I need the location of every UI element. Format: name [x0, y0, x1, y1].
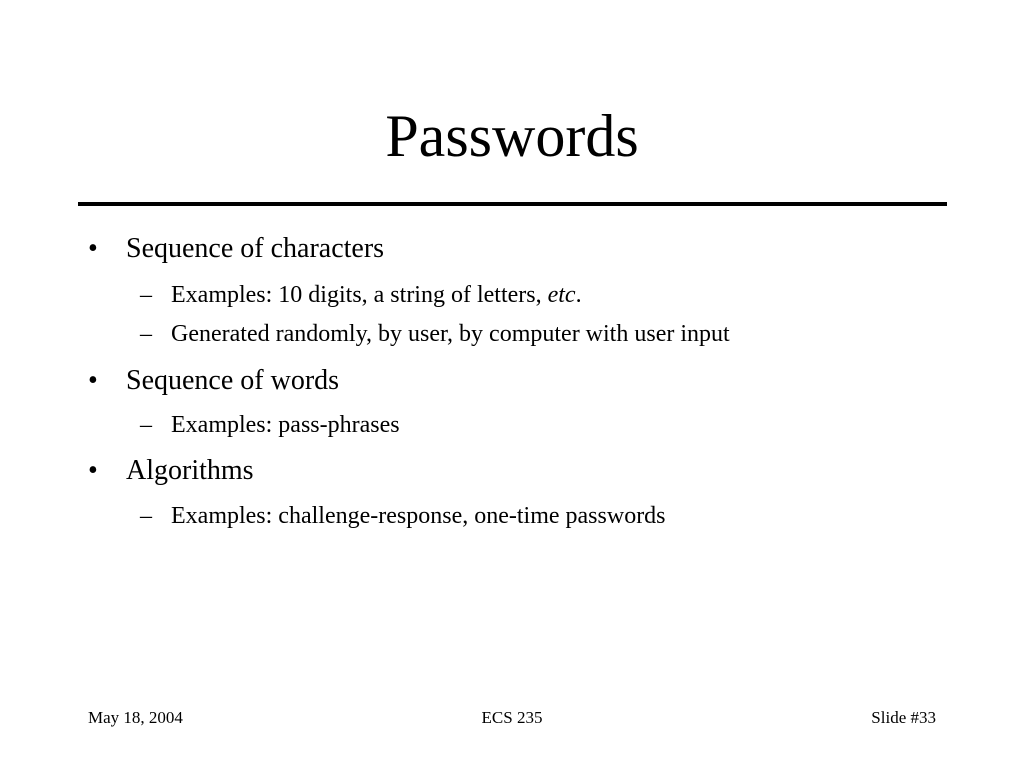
- bullet-item: [88, 364, 339, 398]
- bullet-item: [88, 454, 254, 488]
- sub-bullet-marker: –: [140, 282, 152, 308]
- slide-title: Passwords: [385, 103, 639, 169]
- sub-bullet-suffix: .: [575, 282, 582, 308]
- bullet-text: Sequence of characters: [126, 233, 385, 264]
- bullet-marker: •: [88, 233, 98, 264]
- sub-bullet-marker: –: [140, 321, 152, 347]
- sub-bullet-item: [140, 281, 582, 309]
- bullet-marker: •: [88, 455, 98, 486]
- sub-bullet-text: Examples: challenge-response, one-time passwords: [171, 503, 666, 529]
- sub-bullet-marker: –: [140, 503, 152, 529]
- sub-bullet-text: Examples: pass-phrases: [171, 412, 400, 438]
- sub-bullet-marker: –: [140, 412, 152, 438]
- bullet-item: [88, 232, 384, 266]
- sub-bullet-item: [140, 411, 400, 439]
- bullet-text: Algorithms: [126, 455, 254, 486]
- sub-bullet-item: [140, 502, 666, 530]
- footer-date: May 18, 2004: [88, 708, 183, 727]
- footer-slide-number: Slide #33: [871, 708, 936, 727]
- footer-course: ECS 235: [481, 708, 543, 727]
- sub-bullet-text: Examples: 10 digits, a string of letters,: [171, 282, 548, 308]
- sub-bullet-text: Generated randomly, by user, by computer with user input: [171, 321, 730, 347]
- bullet-marker: •: [88, 365, 98, 396]
- sub-bullet-item: [140, 320, 730, 348]
- sub-bullet-italic-text: etc: [547, 282, 576, 308]
- bullet-text: Sequence of words: [126, 365, 340, 396]
